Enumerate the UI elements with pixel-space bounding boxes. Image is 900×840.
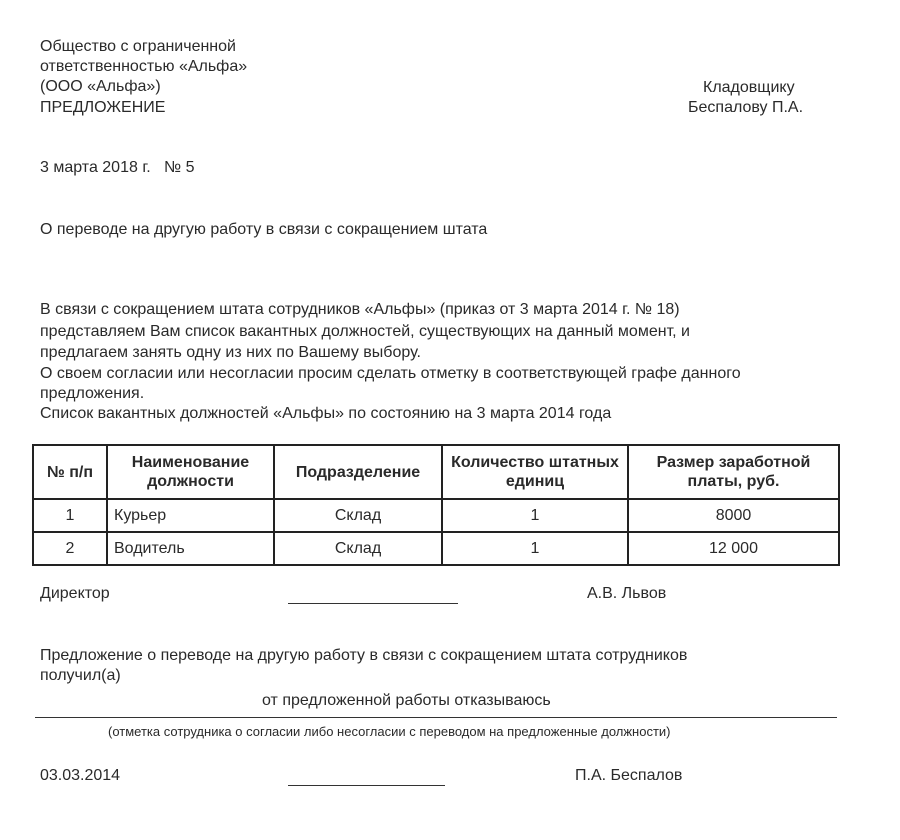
table-row	[33, 499, 839, 532]
director-signature-line	[288, 603, 458, 604]
director-name: А.В. Львов	[587, 585, 667, 602]
body-line-1: В связи с сокращением штата сотрудников «Альфы» (приказ от 3 марта 2014 г. № 18)	[40, 301, 680, 318]
header-department: Подразделение	[274, 445, 442, 499]
body-line-4: О своем согласии или несогласии просим сделать отметку в соответствующей графе данного	[40, 365, 741, 382]
employee-note-line	[35, 717, 837, 718]
cell-num: 1	[33, 499, 107, 532]
org-name-line2: ответственностью «Альфа»	[40, 58, 248, 75]
header-salary: Размер заработной платы, руб.	[628, 445, 839, 499]
header-position: Наименование должности	[107, 445, 274, 499]
document-date-number: 3 марта 2018 г. № 5	[40, 159, 195, 176]
body-line-5: предложения.	[40, 385, 145, 402]
document-type: ПРЕДЛОЖЕНИЕ	[40, 99, 166, 116]
addressee-name: Беспалову П.А.	[688, 99, 804, 116]
footer-date: 03.03.2014	[40, 767, 121, 784]
document-subject: О переводе на другую работу в связи с сокращением штата	[40, 221, 488, 238]
cell-count: 1	[442, 532, 628, 565]
header-num: № п/п	[33, 445, 107, 499]
cell-position: Курьер	[107, 499, 274, 532]
director-title: Директор	[40, 585, 110, 602]
employee-note-caption: (отметка сотрудника о согласии либо несогласии с переводом на предложенные должности)	[108, 724, 671, 739]
header-count: Количество штатных единиц	[442, 445, 628, 499]
table-caption: Список вакантных должностей «Альфы» по состоянию на 3 марта 2014 года	[40, 405, 612, 422]
cell-department: Склад	[274, 532, 442, 565]
body-line-3: предлагаем занять одну из них по Вашему выбору.	[40, 344, 421, 361]
cell-count: 1	[442, 499, 628, 532]
table-row	[33, 532, 839, 565]
org-name-line1: Общество с ограниченной	[40, 38, 236, 55]
vacancies-table	[32, 444, 840, 566]
org-short-name: (ООО «Альфа»)	[40, 78, 161, 95]
received-line-2: получил(а)	[40, 667, 121, 684]
cell-salary: 8000	[628, 499, 839, 532]
employee-signature-line	[288, 785, 445, 786]
cell-num: 2	[33, 532, 107, 565]
footer-employee-name: П.А. Беспалов	[575, 767, 683, 784]
table-header-row	[33, 445, 839, 499]
addressee-position: Кладовщику	[703, 79, 795, 96]
employee-note: от предложенной работы отказываюсь	[262, 692, 551, 709]
cell-position: Водитель	[107, 532, 274, 565]
cell-salary: 12 000	[628, 532, 839, 565]
received-line-1: Предложение о переводе на другую работу в связи с сокращением штата сотрудников	[40, 647, 688, 664]
cell-department: Склад	[274, 499, 442, 532]
body-line-2: представляем Вам список вакантных должностей, существующих на данный момент, и	[40, 323, 690, 340]
